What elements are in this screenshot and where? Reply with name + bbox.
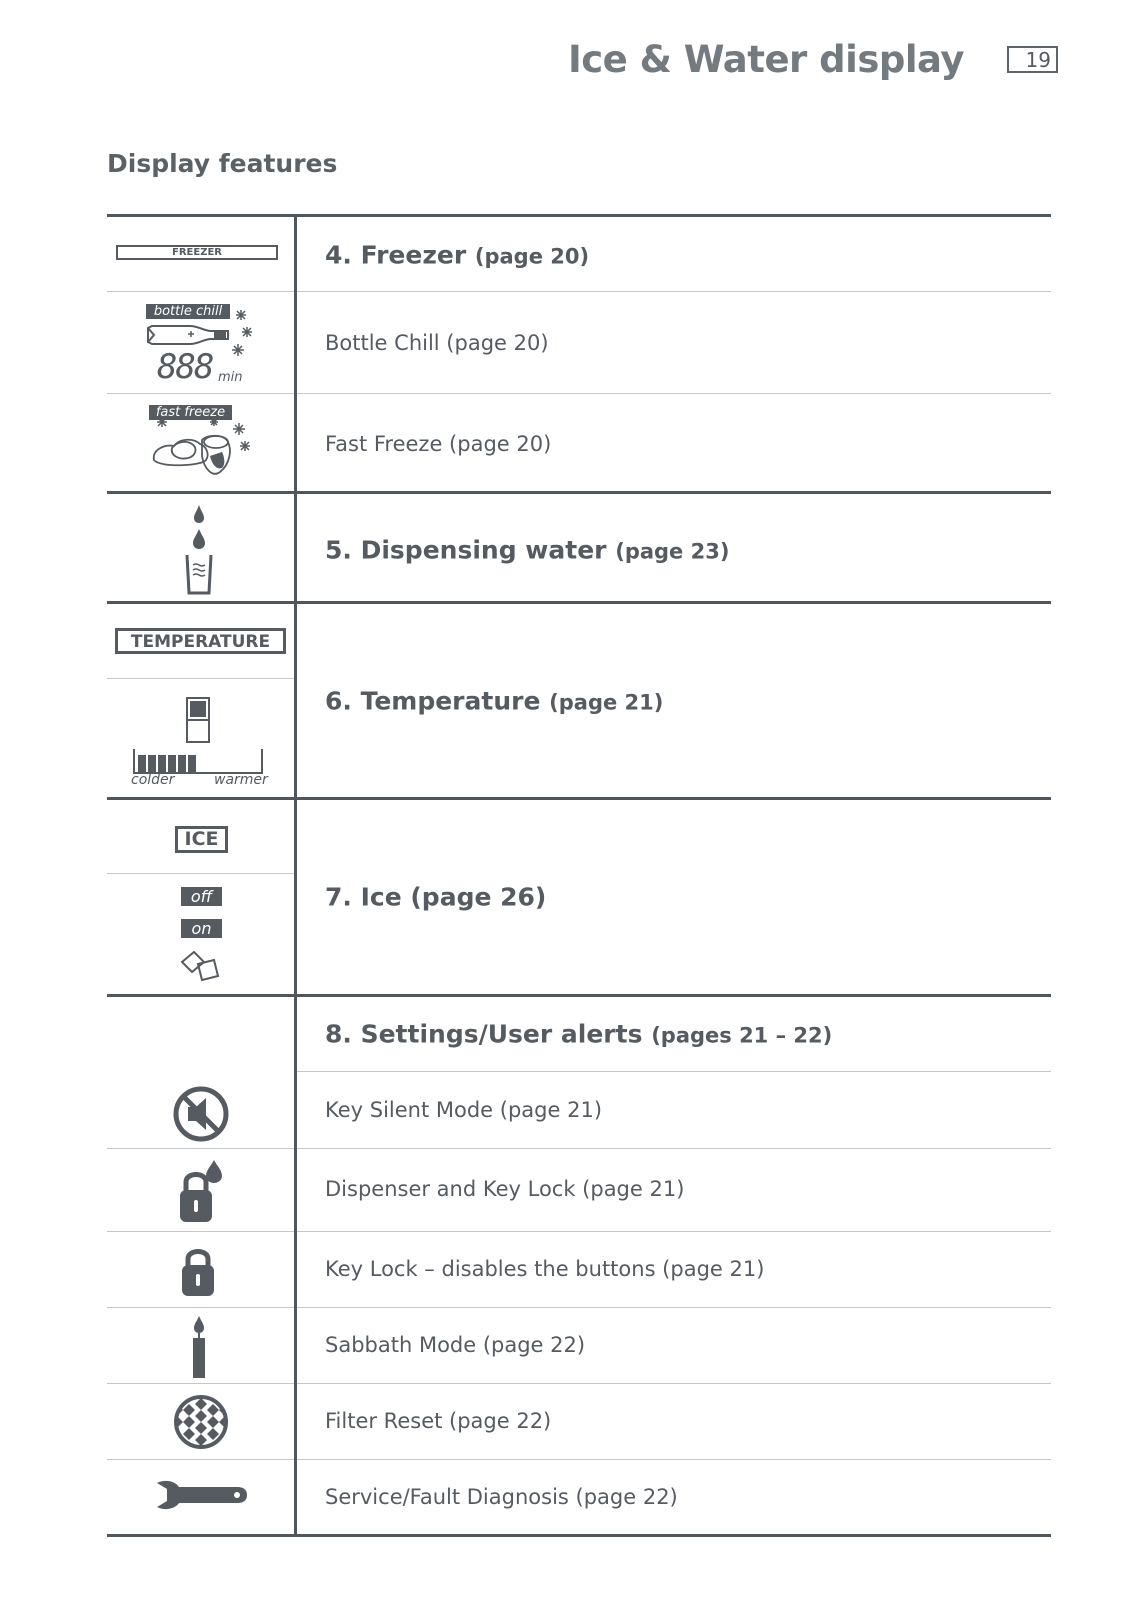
ice-label-icon: ICE — [175, 826, 228, 853]
rule — [107, 291, 1051, 292]
row-key-silent: Key Silent Mode (page 21) — [325, 1098, 603, 1122]
water-glass-icon — [183, 505, 215, 597]
rule — [107, 994, 1051, 997]
ice-on-tag: on — [181, 919, 222, 938]
rule-bottom — [107, 1534, 1051, 1537]
key-lock-icon — [181, 1247, 215, 1297]
sabbath-candle-icon — [191, 1316, 207, 1378]
rule — [107, 393, 1051, 394]
rule — [107, 873, 294, 874]
section-title: Display features — [107, 149, 338, 178]
bottle-chill-digits: 888 — [157, 347, 213, 387]
row-key-lock: Key Lock – disables the buttons (page 21) — [325, 1257, 765, 1281]
warmer-label: warmer — [214, 772, 268, 788]
fast-freeze-tag: fast freeze — [149, 405, 232, 420]
rule — [107, 678, 294, 679]
filter-reset-icon — [173, 1394, 229, 1450]
temperature-label-icon: TEMPERATURE — [115, 628, 286, 654]
page-header-title: Ice & Water display — [567, 38, 964, 81]
dispenser-lock-icon — [180, 1160, 226, 1224]
row-settings-title: 8. Settings/User alerts (pages 21 – 22) — [325, 1019, 833, 1049]
rule — [107, 1307, 1051, 1308]
freezer-label-icon: FREEZER — [116, 245, 278, 260]
rule-top — [107, 214, 1051, 217]
bottle-chill-tag: bottle chill — [146, 304, 230, 319]
rule — [297, 1071, 1051, 1072]
row-dispensing-title: 5. Dispensing water (page 23) — [325, 535, 730, 565]
row-filter-reset: Filter Reset (page 22) — [325, 1409, 552, 1433]
bottle-chill-unit: min — [218, 370, 243, 385]
row-ice-title: 7. Ice (page 26) — [325, 882, 547, 912]
row-service: Service/Fault Diagnosis (page 22) — [325, 1485, 678, 1509]
row-sabbath: Sabbath Mode (page 22) — [325, 1333, 586, 1357]
ice-off-on-icon — [180, 950, 224, 984]
colder-label: colder — [131, 772, 175, 788]
page-number: 19 — [1007, 46, 1058, 73]
rule — [107, 1148, 1051, 1149]
rule — [107, 797, 1051, 800]
rule — [107, 601, 1051, 604]
row-freezer-title: 4. Freezer (page 20) — [325, 240, 590, 270]
rule — [107, 1383, 1051, 1384]
rule — [107, 1231, 1051, 1232]
key-silent-icon — [172, 1085, 230, 1143]
fast-freeze-icon — [150, 420, 260, 486]
ice-off-tag: off — [181, 887, 222, 906]
row-temperature-title: 6. Temperature (page 21) — [325, 686, 664, 716]
wrench-icon — [155, 1479, 247, 1513]
fridge-temperature-bar-icon — [132, 697, 266, 777]
row-bottle-chill: Bottle Chill (page 20) — [325, 331, 549, 355]
row-fast-freeze: Fast Freeze (page 20) — [325, 432, 552, 456]
column-divider — [294, 214, 297, 1537]
rule — [107, 1459, 1051, 1460]
row-dispenser-lock: Dispenser and Key Lock (page 21) — [325, 1177, 685, 1201]
rule — [107, 491, 1051, 494]
